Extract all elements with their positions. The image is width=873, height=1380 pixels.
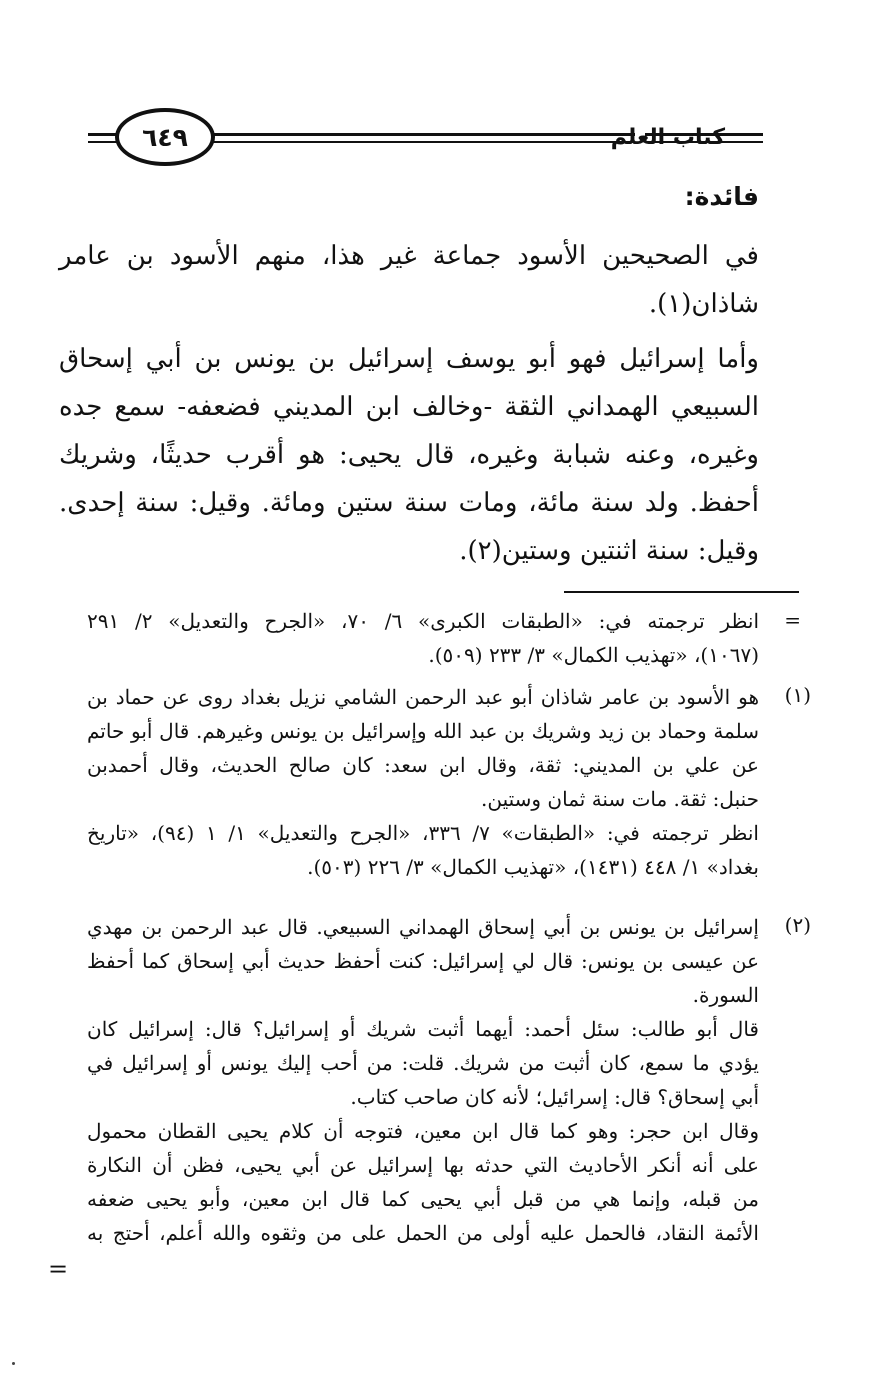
footnote-2 <box>87 910 759 1250</box>
header-rule-middle <box>205 133 635 136</box>
footnote-line: بغداد» ١/ ٤٤٨ (١٤٣١)، «تهذيب الكمال» ٣/ ٢٢٦ (٥٠٣). <box>307 855 759 879</box>
footnote-line: عن عيسى بن يونس: قال لي إسرائيل: كنت أحفظ حديث أبي إسحاق كما أحفظ <box>87 949 759 973</box>
book-title: كتاب العلم <box>610 125 725 150</box>
paragraph-line: وقيل: سنة اثنتين وستين(٢). <box>459 536 759 566</box>
page-number: ٦٤٩ <box>142 122 188 152</box>
page-number-badge <box>115 108 215 166</box>
paragraph-line: شاذان(١). <box>648 289 759 319</box>
footnote-line: من قبله، وإنما هي من قبل أبي يحيى كما قال ابن معين، وأبو يحيى ضعفه <box>87 1187 759 1211</box>
footnote-continuation <box>87 604 759 672</box>
header-rule-left-lower <box>88 141 118 143</box>
section-heading: فائدة: <box>684 182 759 211</box>
paragraph-line: وغيره، وعنه شبابة وغيره، قال يحيى: هو أقرب حديثًا، وشريك <box>59 440 759 470</box>
footnote-line: انظر ترجمته في: «الطبقات» ٧/ ٣٣٦، «الجرح والتعديل» ١/ ١ (٩٤)، «تاريخ <box>87 821 759 845</box>
footnote-line: (١٠٦٧)، «تهذيب الكمال» ٣/ ٢٣٣ (٥٠٩). <box>428 643 759 667</box>
footnote-line: وقال ابن حجر: وهو كما قال ابن معين، فتوجه أن كلام يحيى القطان محمول <box>87 1119 759 1143</box>
footnote-1-number: (١) <box>784 683 811 707</box>
header-rule-middle-lower <box>205 141 635 143</box>
paragraph-line: أحفظ. ولد سنة مائة، ومات سنة ستين ومائة. وقيل: سنة إحدى. <box>59 488 759 518</box>
footnote-line: السورة. <box>692 983 759 1007</box>
paragraph-line: وأما إسرائيل فهو أبو يوسف إسرائيل بن يونس بن أبي إسحاق <box>59 344 759 374</box>
footnote-line: هو الأسود بن عامر شاذان أبو عبد الرحمن الشامي نزيل بغداد روى عن حماد بن <box>87 685 759 709</box>
footnote-line: أبي إسحاق؟ قال: إسرائيل؛ لأنه كان صاحب كتاب. <box>350 1085 759 1109</box>
paragraph-line: في الصحيحين الأسود جماعة غير هذا، منهم الأسود بن عامر <box>59 241 759 271</box>
footnote-line: الأئمة النقاد، فالحمل عليه أولى من الحمل على من وثقوه والله أعلم، أحتج به <box>87 1221 759 1245</box>
header-rule-left <box>88 133 118 136</box>
footnote-line: حنبل: ثقة. مات سنة ثمان وستين. <box>481 787 759 811</box>
footnote-separator <box>564 591 799 593</box>
footnote-line: سلمة وحماد بن زيد وشريك بن عبد الله وإسرائيل بن يونس وغيرهم. قال أبو حاتم <box>87 719 759 743</box>
footnote-line: قال أبو طالب: سئل أحمد: أيهما أثبت شريك أو إسرائيل؟ قال: إسرائيل كان <box>87 1017 759 1041</box>
footnote-line: يؤدي ما سمع، كان أثبت من شريك. قلت: من أحب إليك يونس أو إسرائيل في <box>87 1051 759 1075</box>
paragraph-2 <box>59 335 759 575</box>
footnote-2-number: (٢) <box>784 913 811 937</box>
footnote-line: انظر ترجمته في: «الطبقات الكبرى» ٦/ ٧٠، «الجرح والتعديل» ٢/ ٢٩١ <box>87 609 759 633</box>
footnote-line: عن علي بن المديني: ثقة، وقال ابن سعد: كان صالح الحديث، وقال أحمدبن <box>87 753 759 777</box>
scan-speck <box>12 1362 15 1365</box>
footnote-1 <box>87 680 759 884</box>
continues-marker: = <box>48 1255 69 1283</box>
paragraph-1 <box>59 232 759 328</box>
continuation-marker: = <box>784 608 801 632</box>
paragraph-line: السبيعي الهمداني الثقة -وخالف ابن المديني فضعفه- سمع جده <box>59 392 759 422</box>
footnote-line: على أنه أنكر الأحاديث التي حدثه بها إسرائيل عن أبي يحيى، فظن أن النكارة <box>87 1153 759 1177</box>
footnote-line: إسرائيل بن يونس بن أبي إسحاق الهمداني السبيعي. قال عبد الرحمن بن مهدي <box>87 915 759 939</box>
